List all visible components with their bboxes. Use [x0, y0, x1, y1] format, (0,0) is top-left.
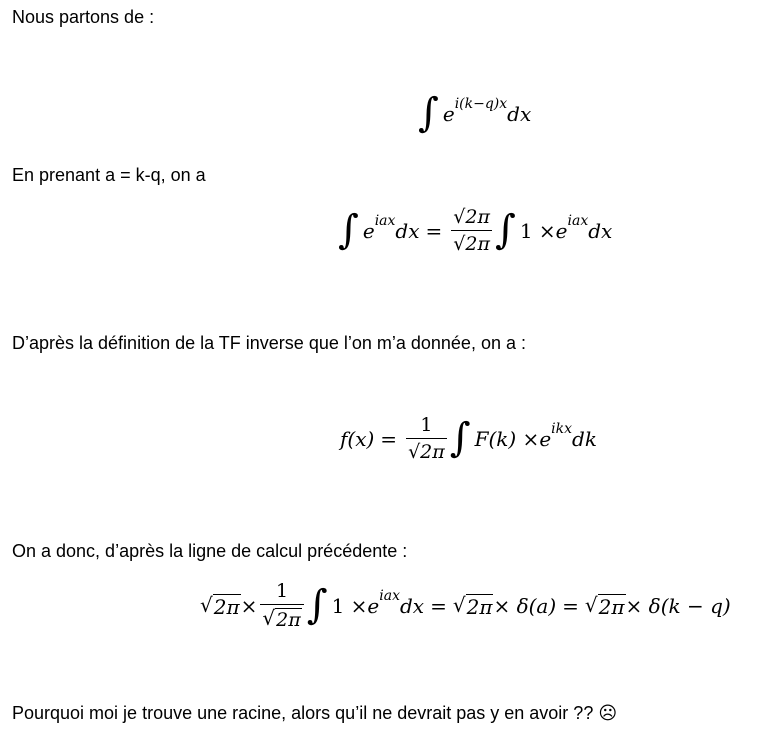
integrand: F(k) ×: [474, 426, 540, 451]
differential: dx: [395, 218, 420, 243]
exp-exponent-2: iax: [567, 212, 589, 229]
fraction: [451, 206, 492, 255]
prenant-line: En prenant a = k-q, on a: [12, 165, 206, 185]
equals-sign: =: [425, 218, 443, 243]
exp-exponent: iax: [379, 587, 400, 604]
fraction: [260, 580, 303, 631]
equation-substitution: [338, 206, 612, 255]
one-times: 1 ×: [519, 218, 556, 243]
sqrt-2pi-3: √ 2π: [584, 592, 625, 619]
times-sign: ×: [240, 593, 258, 618]
donc-line: On a donc, d’après la ligne de calcul précédente :: [12, 541, 408, 561]
differential: dx: [507, 102, 532, 126]
integral-sign-2: ∫: [494, 206, 516, 253]
equation-result: [200, 580, 731, 631]
one-times: 1 ×: [331, 593, 368, 618]
fraction-denominator: √ 2π: [260, 604, 303, 631]
integral-sign: ∫: [306, 581, 328, 628]
sqrt-2pi: √ 2π: [200, 592, 240, 619]
sqrt-2pi-2: √ 2π: [452, 592, 493, 619]
definition-line: D’après la définition de la TF inverse que l’on m’a donnée, on a :: [12, 333, 526, 353]
fraction: [406, 414, 447, 463]
intro-line: Nous partons de :: [12, 7, 155, 27]
fraction-numerator: 1: [276, 580, 289, 602]
exp-exponent: iax: [374, 212, 396, 229]
delta-a: × δ(a): [493, 593, 557, 618]
equals-sign: =: [380, 426, 398, 451]
exp-base: e: [362, 218, 375, 243]
exp-base-2: e: [555, 218, 568, 243]
fraction-numerator: √2π: [453, 206, 490, 228]
equals-sign-2: =: [562, 593, 579, 618]
integral-sign: ∫: [449, 414, 471, 461]
fraction-denominator: √2π: [406, 438, 447, 463]
differential: dk: [572, 426, 597, 451]
integral-sign: ∫: [338, 206, 359, 253]
delta-k-minus-q: × δ(k − q): [625, 593, 731, 618]
question-line: Pourquoi moi je trouve une racine, alors qu’il ne devrait pas y en avoir ?? ☹: [12, 703, 618, 723]
fraction-denominator: √2π: [451, 230, 492, 255]
fraction-numerator: 1: [420, 414, 433, 436]
equals-sign-1: =: [430, 593, 447, 618]
exp-base: e: [367, 593, 380, 618]
integral-sign: ∫: [418, 90, 439, 136]
differential: dx: [399, 593, 425, 618]
equation-integral-exponential: [418, 90, 532, 136]
exp-base: e: [442, 102, 455, 126]
equation-inverse-fourier: [340, 414, 597, 463]
exp-exponent: i(k−q)x: [454, 96, 508, 112]
exp-exponent: ikx: [551, 420, 573, 437]
function-lhs: f(x): [340, 426, 375, 451]
differential-2: dx: [588, 218, 613, 243]
exp-base: e: [539, 426, 552, 451]
